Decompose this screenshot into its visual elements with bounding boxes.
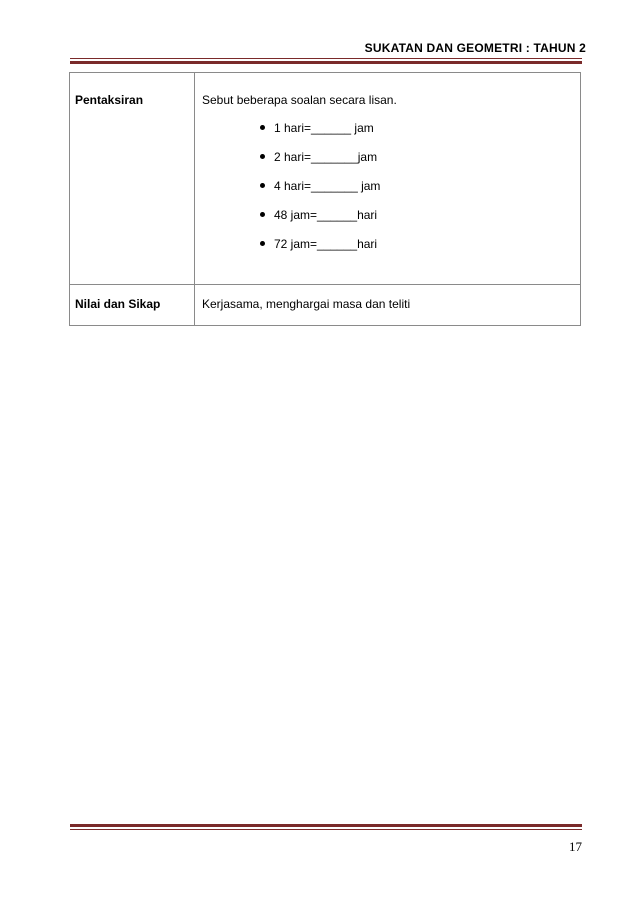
header-rule-thin bbox=[70, 58, 582, 59]
table-row bbox=[70, 73, 581, 285]
row-label-cell bbox=[70, 285, 195, 326]
header-rule-thick bbox=[70, 61, 582, 64]
list-item: 4 hari=_______ jam bbox=[260, 179, 580, 208]
row-label: Nilai dan Sikap bbox=[75, 297, 161, 311]
question-list bbox=[195, 121, 580, 266]
values-text: Kerjasama, menghargai masa dan teliti bbox=[202, 297, 411, 311]
footer-rule-thick bbox=[70, 824, 582, 827]
list-item: 1 hari=______ jam bbox=[260, 121, 580, 150]
list-item: 72 jam=______hari bbox=[260, 237, 580, 266]
footer-rule-thin bbox=[70, 829, 582, 830]
row-content-cell bbox=[195, 285, 581, 326]
assessment-intro: Sebut beberapa soalan secara lisan. bbox=[202, 93, 397, 107]
table-row bbox=[70, 285, 581, 326]
list-item: 2 hari=_______jam bbox=[260, 150, 580, 179]
row-label: Pentaksiran bbox=[75, 93, 144, 107]
row-label-cell bbox=[70, 73, 195, 285]
page-number: 17 bbox=[569, 839, 582, 854]
row-content-cell bbox=[195, 73, 581, 285]
document-title: SUKATAN DAN GEOMETRI : TAHUN 2 bbox=[364, 41, 586, 55]
assessment-table bbox=[69, 72, 581, 326]
list-item: 48 jam=______hari bbox=[260, 208, 580, 237]
